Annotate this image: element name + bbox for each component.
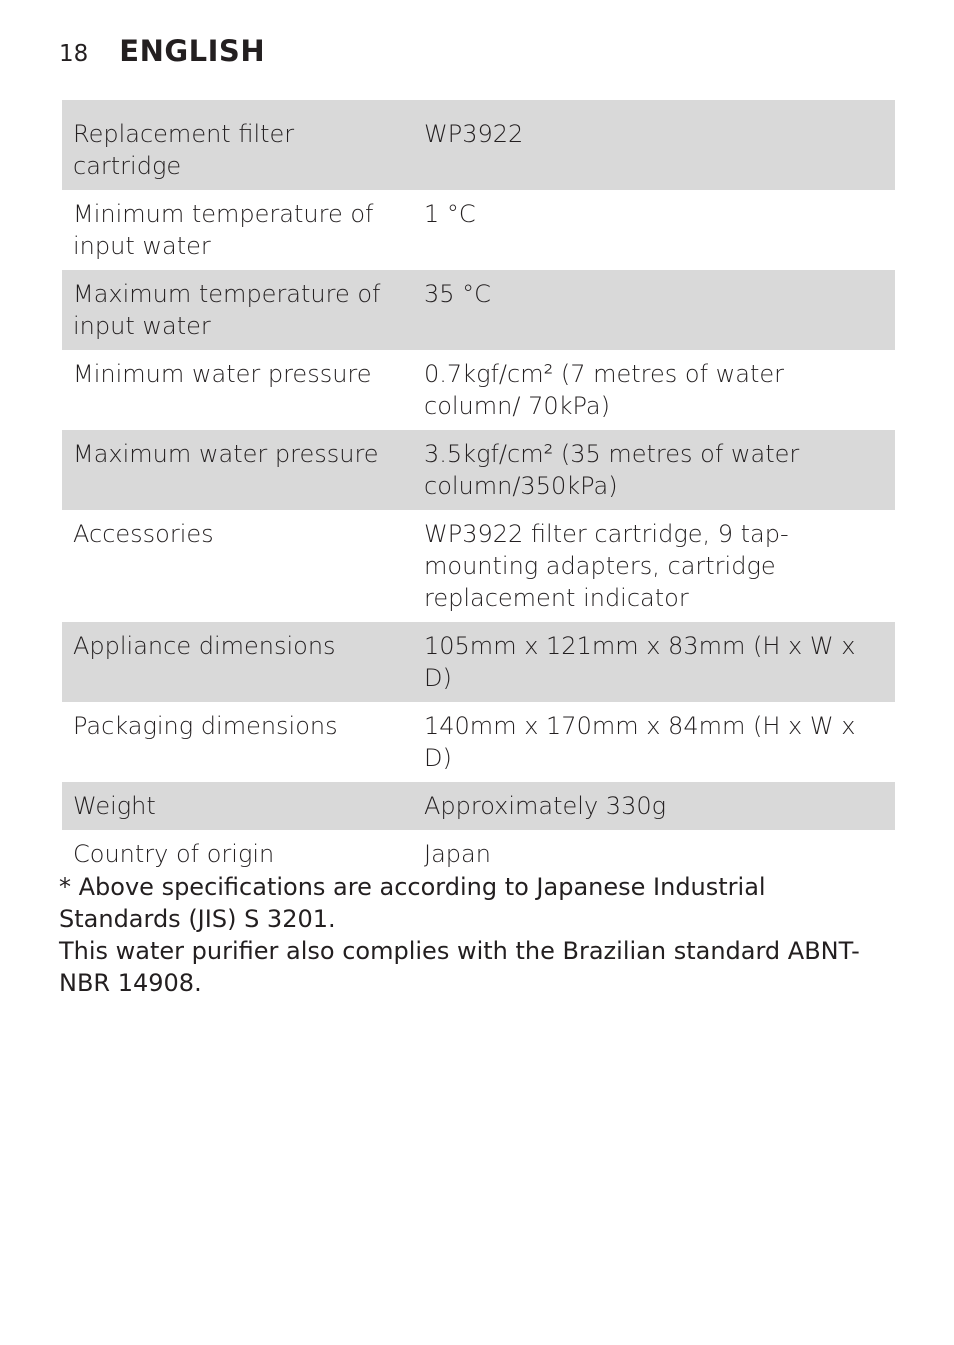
table-row [62,510,895,622]
spec-value: WP3922 filter cartridge, 9 tap-mounting adapters, cartridge replacement indicator [424,520,789,612]
table-row [62,782,895,830]
table-row [62,430,895,510]
specifications-footnote [59,871,894,999]
table-row [62,100,895,190]
table-row [62,702,895,782]
table-row [62,270,895,350]
page-number: 18 [59,41,89,67]
spec-label: Minimum water pressure [73,360,372,388]
spec-value: Japan [424,840,491,868]
table-row [62,350,895,430]
spec-label: Packaging dimensions [73,712,338,740]
spec-label: Minimum temperature of input water [73,200,374,260]
spec-label: Replacement filter cartridge [62,100,413,190]
spec-value: 105mm x 121mm x 83mm (H x W x D) [413,622,895,702]
spec-value: Approximately 330g [413,782,895,830]
table-row [62,622,895,702]
jis-standard-note: * Above specifications are according to Japanese Industrial Standards (JIS) S 3201. [59,873,766,933]
spec-value: 35 °C [413,270,895,350]
section-title: ENGLISH [119,34,266,68]
spec-label: Weight [62,782,413,830]
spec-value: 140mm x 170mm x 84mm (H x W x D) [424,712,856,772]
spec-value: 3.5kgf/cm² (35 metres of water column/350kPa) [413,430,895,510]
spec-label: Accessories [73,520,214,548]
table-row [62,190,895,270]
brazilian-standard-note: This water purifier also complies with the Brazilian standard ABNT-NBR 14908. [59,937,860,997]
spec-label: Maximum temperature of input water [62,270,413,350]
spec-label: Appliance dimensions [62,622,413,702]
spec-label: Country of origin [73,840,275,868]
spec-value: WP3922 [413,100,895,190]
spec-value: 0.7kgf/cm² (7 metres of water column/ 70kPa) [424,360,785,420]
page-header [59,34,265,68]
spec-value: 1 °C [424,200,476,228]
spec-label: Maximum water pressure [62,430,413,510]
specifications-table [62,100,895,878]
